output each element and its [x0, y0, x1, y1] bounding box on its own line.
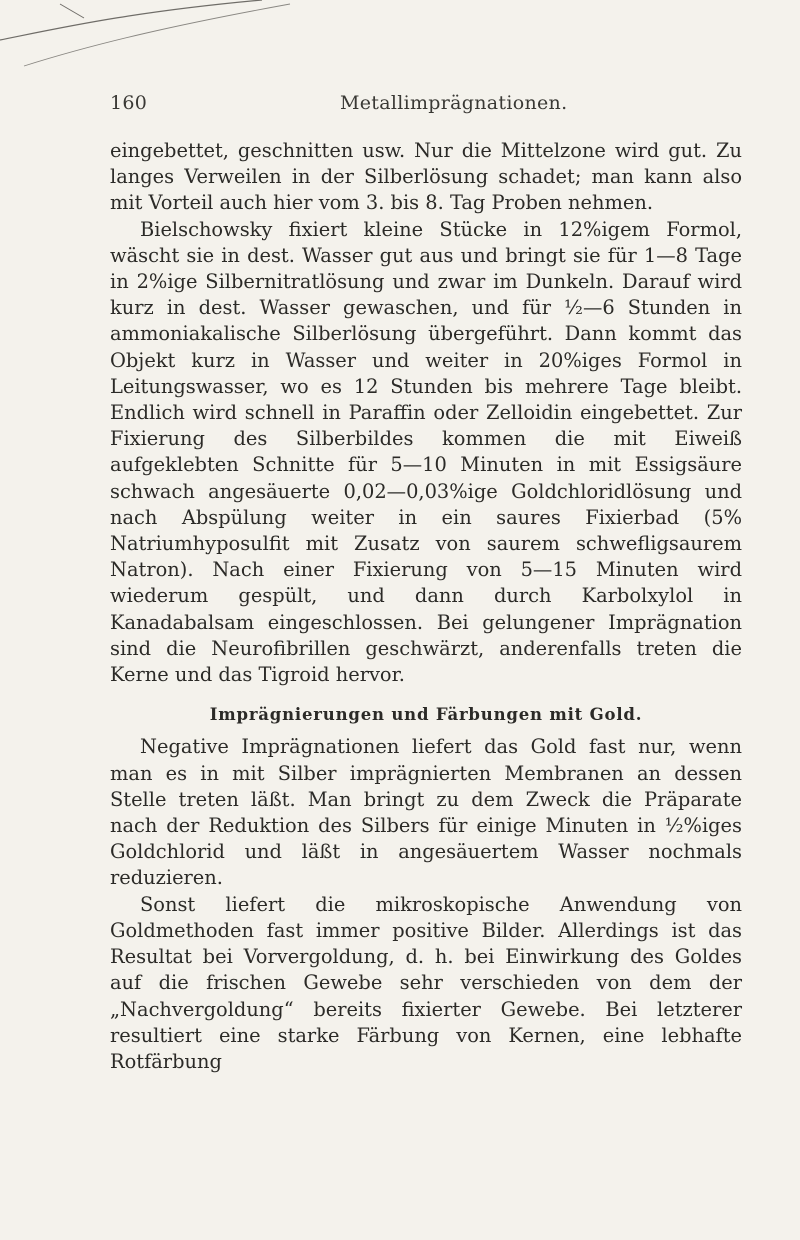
paragraph-gold-methods: Sonst liefert die mikroskopische Anwendung von Goldmethoden fast immer positive Bilder. Allerdings ist das Resultat bei Vorvergoldung, d. h. bei Einwirkung des Goldes auf die frischen Gewebe sehr verschieden von dem der „Nachvergoldung“ bereits fixierter Gewebe. Bei letzterer resultiert eine starke Färbung von Kernen, eine lebhafte Rotfärbung — [110, 892, 742, 1073]
paragraph-negative-impregnation: Negative Imprägnationen liefert das Gold fast nur, wenn man es in mit Silber imprägnierten Membranen an dessen Stelle treten läßt. Man bringt zu dem Zweck die Präparate nach der Reduktion des Silbers für einige Minuten in ½%iges Goldchlorid und läßt in angesäuertem Wasser nochmals reduzieren. — [110, 735, 742, 890]
section-heading: Imprägnierungen und Färbungen mit Gold. — [209, 705, 643, 725]
paragraph-bielschowsky: Bielschowsky fixiert kleine Stücke in 12%igem Formol, wäscht sie in dest. Wasser gut aus und bringt sie für 1—8 Tage in 2%ige Silbernitratlösung und zwar im Dunkeln. Darauf wird kurz in dest. Wasser gewaschen, und für ½—6 Stunden in ammoniakalische Silberlösung übergeführt. Dann kommt das Objekt kurz in Wasser und weiter in 20%iges Formol in Leitungswasser, wo es 12 Stunden bis mehrere Tage bleibt. Endlich wird schnell in Paraffin oder Zelloidin eingebettet. Zur Fixierung des Silberbildes kommen die mit Eiweiß aufgeklebten Schnitte für 5—10 Minuten in mit Essigsäure schwach angesäuerte 0,02—0,03%ige Goldchloridlösung und nach Abspülung weiter in ein saures Fixierbad (5% Natriumhyposulfit mit Zusatz von saurem schwefligsaurem Natron). Nach einer Fixierung von 5—15 Minuten wird wiederum gespült, und dann durch Karbolxylol in Kanadabalsam eingeschlossen. Bei gelungener Imprägnation sind die Neurofibrillen geschwärzt, anderenfalls treten die Kerne und das Tigroid hervor. — [110, 217, 742, 687]
corner-ink-mark — [0, 0, 300, 90]
page-number: 160 — [110, 92, 148, 114]
body-text — [110, 138, 742, 1075]
running-header — [110, 92, 750, 122]
running-title: Metallimprägnationen. — [340, 92, 568, 114]
paragraph-continuation: eingebettet, geschnitten usw. Nur die Mittelzone wird gut. Zu langes Verweilen in der Silberlösung schadet; man kann also mit Vorteil auch hier vom 3. bis 8. Tag Proben nehmen. — [110, 139, 742, 215]
